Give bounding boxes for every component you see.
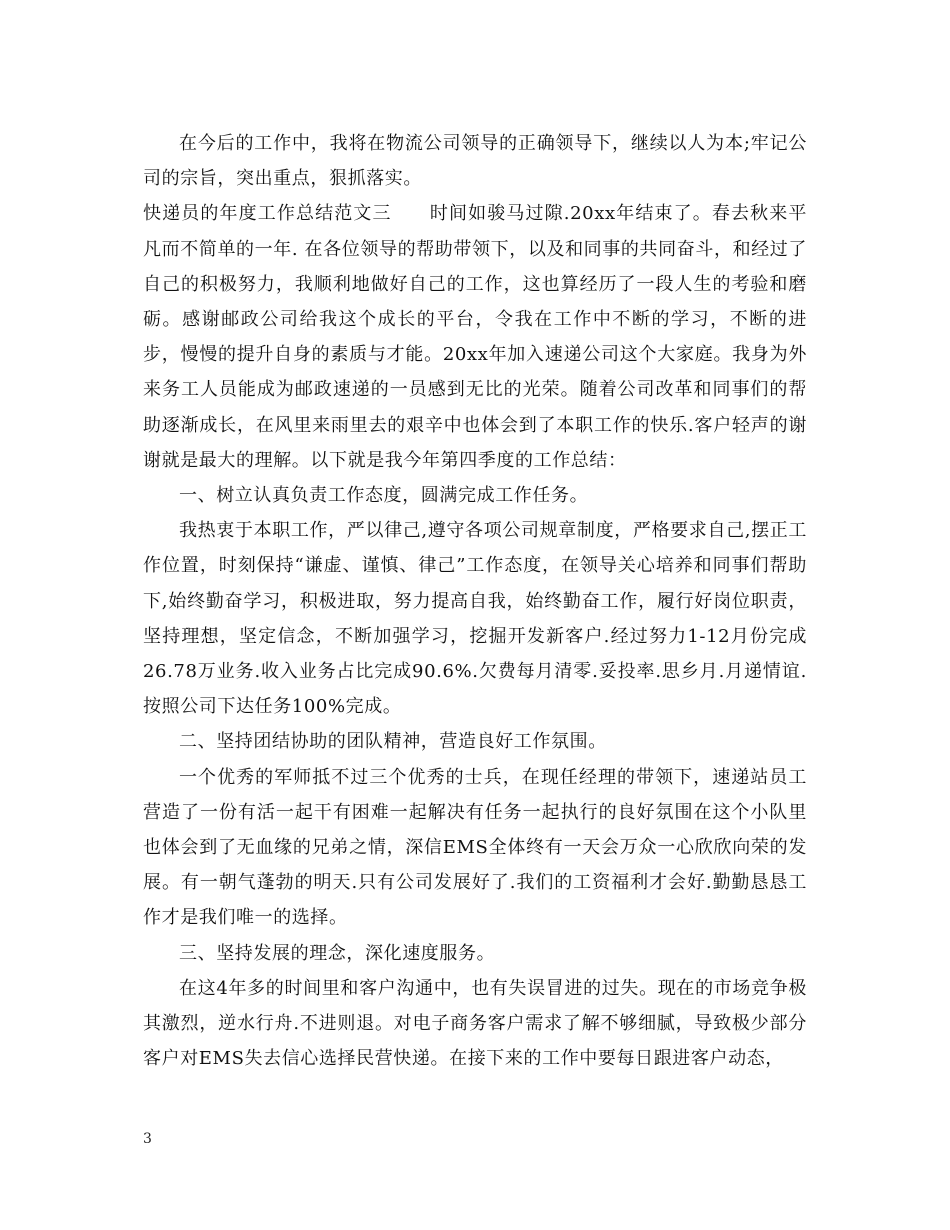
section-heading-1: 一、树立认真负责工作态度，圆满完成工作任务。 [179, 485, 589, 507]
paragraph-closing-remarks: 在今后的工作中，我将在物流公司领导的正确领导下，继续以人为本;牢记公司的宗旨，突出重点，狠抓落实。 [143, 133, 807, 190]
section-heading-2: 二、坚持团结协助的团队精神，营造良好工作氛围。 [179, 731, 607, 753]
section-heading-3: 三、坚持发展的理念，深化速度服务。 [179, 942, 496, 964]
page-number: 3 [143, 1131, 152, 1147]
paragraph-section-2: 一个优秀的军师抵不过三个优秀的士兵，在现任经理的带领下，速递站员工营造了一份有活一起干有困难一起解决有任务一起执行的良好氛围在这个小队里也体会到了无血缘的兄弟之情，深信EMS全体终有一天会万众一心欣欣向荣的发展。有一朝气蓬勃的明天.只有公司发展好了.我们的工资福利才会好.勤勤恳恳工作才是我们唯一的选择。 [143, 766, 807, 929]
paragraph-section-3: 在这4年多的时间里和客户沟通中，也有失误冒进的过失。现在的市场竞争极其激烈，逆水行舟.不进则退。对电子商务客户需求了解不够细腻，导致极少部分客户对EMS失去信心选择民营快递。在接下来的工作中要每日跟进客户动态， [143, 977, 807, 1070]
document-body [143, 126, 807, 1076]
paragraph-section-1: 我热衷于本职工作，严以律己,遵守各项公司规章制度，严格要求自己,摆正工作位置，时刻保持“谦虚、谨慎、律己”工作态度，在领导关心培养和同事们帮助下,始终勤奋学习，积极进取，努力提高自我，始终勤奋工作，履行好岗位职责，坚持理想，坚定信念，不断加强学习，挖掘开发新客户.经过努力1-12月份完成26.78万业务.收入业务占比完成90.6%.欠费每月清零.妥投率.思乡月.月递情谊.按照公司下达任务100%完成。 [143, 520, 807, 718]
paragraph-title-and-intro: 快递员的年度工作总结范文三 时间如骏马过隙.20xx年结束了。春去秋来平凡而不简单的一年. 在各位领导的帮助带领下，以及和同事的共同奋斗，和经过了自己的积极努力，我顺利地做好自己的工作，这也算经历了一段人生的考验和磨砺。感谢邮政公司给我这个成长的平台，令我在工作中不断的学习，不断的进步，慢慢的提升自身的素质与才能。20xx年加入速递公司这个大家庭。我身为外来务工人员能成为邮政速递的一员感到无比的光荣。随着公司改革和同事们的帮助逐渐成长，在风里来雨里去的艰辛中也体会到了本职工作的快乐.客户轻声的谢谢就是最大的理解。以下就是我今年第四季度的工作总结： [143, 203, 807, 471]
